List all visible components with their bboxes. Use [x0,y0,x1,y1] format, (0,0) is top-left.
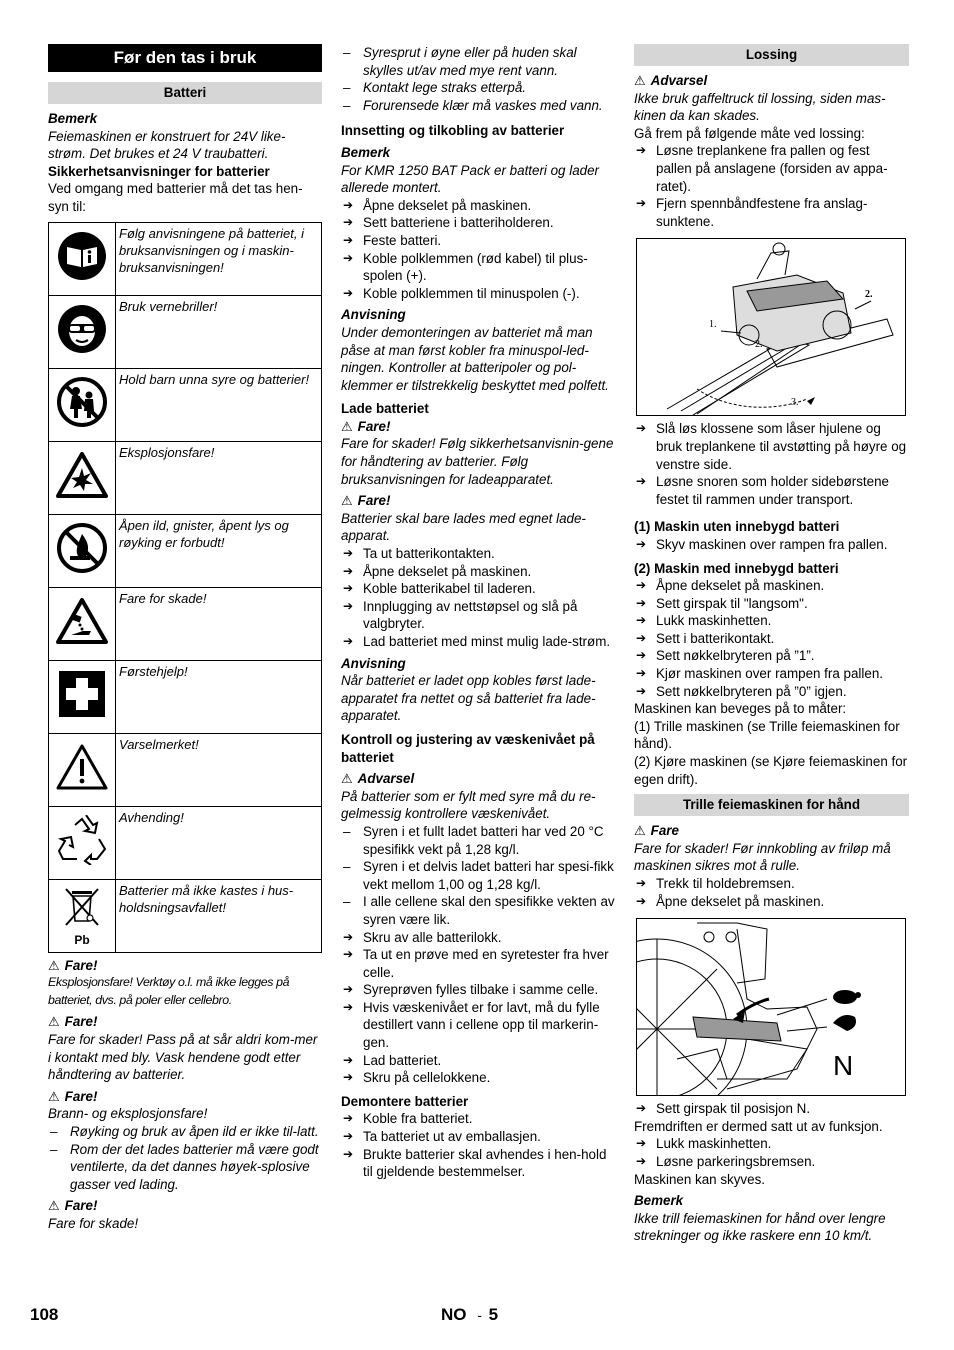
symbol-row [49,222,322,295]
symbol-text: Batterier må ikke kastes i hus-holdsningsavfallet! [116,879,322,952]
symbol-text: Førstehjelp! [116,660,322,733]
step-item: ➔ Åpne dekselet på maskinen. [341,197,615,215]
caution-label: ⚠ Advarsel [341,770,615,788]
step-item: ➔ Fjern spennbåndfestene fra anslag-sunktene. [634,195,909,230]
safety-symbol-table [48,222,322,953]
symbol-row [49,514,322,587]
step-item: ➔ Skru på cellelokkene. [341,1069,615,1087]
symbol-text: Åpen ild, gnister, åpent lys og røyking er forbudt! [116,514,322,587]
section-batteri: Batteri [48,82,322,104]
warning-icon [55,743,109,791]
step-item: ➔ Koble batterikabel til laderen. [341,580,615,598]
symbol-row [49,879,322,952]
fluid-heading: Kontroll og justering av væskenivået på batteriet [341,731,595,765]
instruction-label: Anvisning [341,655,406,671]
danger-text: Fare for skader! Følg sikkerhetsanvisnin-gene for håndtering av batterier. Følg bruksanvisningen for ladeapparatet. [341,436,614,487]
step-item: ➔ Ta ut batterikontakten. [341,545,615,563]
danger-label: ⚠ Fare! [48,1013,322,1031]
step-item: ➔ Sett i batterikontakt. [634,630,909,648]
bin-icon-label: Pb [74,932,90,947]
step-item: ➔ Brukte batterier skal avhendes i hen-hold til gjeldende bestemmelser. [341,1146,615,1181]
step-item: ➔ Åpne dekselet på maskinen. [341,563,615,581]
gear-lever-illustration [637,919,905,1095]
symbol-cell [49,514,116,587]
language-code: NO [441,1305,467,1324]
recycle-icon [55,815,109,865]
step-item: ➔ Koble polklemmen til minuspolen (-). [341,285,615,303]
with-battery-heading: (2) Maskin med innebygd batteri [634,560,839,576]
step-item: ➔ Syreprøven fylles tilbake i samme celle. [341,981,615,999]
figure-callout: 2. [755,339,763,351]
charge-heading: Lade batteriet [341,401,429,417]
symbol-row [49,368,322,441]
note-label: Bemerk [48,111,98,126]
explosion-icon [55,451,109,499]
step-item: ➔ Kjør maskinen over rampen fra pallen. [634,665,909,683]
step-item: ➔ Ta ut en prøve med en syretester fra hver celle. [341,946,615,981]
step-item: ➔ Lukk maskinhetten. [634,1135,909,1153]
section-trille: Trille feiemaskinen for hånd [634,794,909,816]
note-text: Ikke trill feiemaskinen for hånd over lengre strekninger og ikke raskere enn 10 km/t. [634,1210,886,1244]
instruction-text: Når batteriet er ladet opp kobles først lade-apparatet fra nettet og så batteriet fra lade-apparatet. [341,673,596,724]
result-text: Maskinen kan skyves. [634,1171,765,1187]
step-item: ➔ Skyv maskinen over rampen fra pallen. [634,536,909,554]
corrosive-icon [55,597,109,645]
symbol-row [49,441,322,514]
symbol-text: Følg anvisningene på batteriet, i bruksanvisningen og i maskin-bruksanvisningen! [116,222,322,295]
step-item: ➔ Sett nøkkelbryteren på ”0” igjen. [634,683,909,701]
unloading-illustration [637,239,905,415]
list-item: – I alle cellene skal den spesifikke vekten av syren være lik. [341,893,615,928]
list-item: – Syren i et delvis ladet batteri har spesi-fikk vekt mellom 1,00 og 1,28 kg/l. [341,858,615,893]
symbol-cell [49,222,116,295]
danger-label: ⚠ Fare! [48,957,322,975]
manual-icon [57,231,107,281]
step-item: ➔ Koble polklemmen (rød kabel) til plus-spolen (+). [341,250,615,285]
symbol-text: Varselmerket! [116,733,322,806]
without-battery-heading: (1) Maskin uten innebygd batteri [634,519,840,535]
chapter-title: Før den tas i bruk [48,44,322,72]
symbol-cell [49,368,116,441]
danger-text: Fare for skader! Pass på at sår aldri kom-mer i kontakt med bly. Vask hendene godt etter håndtering av batterier. [48,1031,318,1083]
list-item: – Kontakt lege straks etterpå. [341,79,615,97]
danger-text: Brann- og eksplosjonsfare! [48,1106,208,1122]
instruction-text: Under demonteringen av batteriet må man påse at man først kobler fra minuspol-led-ningen. Kontroller at batteripoler og pol-klemmer er tilstrekkelig beskyttet med polfett. [341,324,609,393]
caution-text: På batterier som er fylt med syre må du re-gelmessig kontrollere væskenivået. [341,788,596,822]
footer-separator: - [477,1307,482,1323]
safety-intro: Ved omgang med batterier må det tas hen-syn til: [48,181,303,214]
danger-label: ⚠ Fare! [48,1088,322,1106]
result-text: Fremdriften er dermed satt ut av funksjon. [634,1118,883,1134]
step-item: ➔ Koble fra batteriet. [341,1110,615,1128]
neutral-label: N [833,1050,854,1082]
symbol-cell [49,733,116,806]
symbol-text: Fare for skade! [116,587,322,660]
page-number: 108 [30,1305,59,1324]
section-page-number: 5 [488,1305,499,1324]
column-1 [48,44,322,1232]
danger-label: ⚠ Fare! [341,418,615,436]
step-item: ➔ Åpne dekselet på maskinen. [634,893,909,911]
column-3 [634,44,909,1245]
symbol-row [49,587,322,660]
step-item: ➔ Sett batteriene i batteriholderen. [341,214,615,232]
danger-label: ⚠ Fare [634,822,909,840]
list-item: – Forurensede klær må vaskes med vann. [341,97,615,115]
step-item: ➔ Trekk til holdebremsen. [634,875,909,893]
danger-list-item: – Rom der det lades batterier må være godt ventilerte, da det dannes høyek-splosive gasser ved lading. [48,1141,322,1194]
column-2 [341,44,615,1181]
gear-lever-figure [636,918,906,1096]
move-text: Maskinen kan beveges på to måter: [634,701,847,717]
note-text: For KMR 1250 BAT Pack er batteri og lader allerede montert. [341,162,600,196]
figure-callout: 2. [865,289,873,301]
symbol-row [49,660,322,733]
unloading-figure [636,238,906,416]
step-item: ➔ Sett girspak til posisjon N. [634,1100,909,1118]
figure-callout: 1. [709,319,717,331]
note-label: Bemerk [341,144,391,160]
symbol-cell [49,587,116,660]
step-item: ➔ Løsne parkeringsbremsen. [634,1153,909,1171]
step-item: ➔ Skru av alle batterilokk. [341,929,615,947]
step-item: ➔ Lad batteriet. [341,1052,615,1070]
move-option: (1) Trille maskinen (se Trille feiemaskinen for hånd). [634,718,900,752]
symbol-row [49,806,322,879]
safety-heading: Sikkerhetsanvisninger for batterier [48,163,270,179]
caution-text: Ikke bruk gaffeltruck til lossing, siden mas-kinen da kan skades. [634,90,886,124]
no-fire-icon [56,522,108,574]
symbol-text: Eksplosjonsfare! [116,441,322,514]
symbol-text: Hold barn unna syre og batterier! [116,368,322,441]
symbol-text: Bruk vernebriller! [116,295,322,368]
step-item: ➔ Løsne treplankene fra pallen og fest pallen på anslagene (forsiden av appa-ratet). [634,142,909,195]
intro-text: Gå frem på følgende måte ved lossing: [634,125,865,141]
note-label: Bemerk [634,1193,684,1209]
remove-heading: Demontere batterier [341,1093,469,1109]
symbol-row [49,733,322,806]
first-aid-icon [57,669,107,719]
step-item: ➔ Ta batteriet ut av emballasjen. [341,1128,615,1146]
section-lossing: Lossing [634,44,909,66]
danger-text: Eksplosjonsfare! Verktøy o.l. må ikke legges på batteriet, dvs. på poler eller cellebro. [48,975,290,1007]
step-item: ➔ Feste batteri. [341,232,615,250]
symbol-cell [49,660,116,733]
figure-callout: 3. [791,397,799,409]
danger-text: Fare for skader! Før innkobling av friløp må maskinen sikres mot å rulle. [634,840,891,874]
danger-text: Fare for skade! [48,1215,139,1231]
instruction-label: Anvisning [341,307,406,323]
step-item: ➔ Sett girspak til "langsom". [634,595,909,613]
symbol-cell [49,295,116,368]
step-item: ➔ Sett nøkkelbryteren på ”1”. [634,647,909,665]
danger-list-item: – Røyking og bruk av åpen ild er ikke til-latt. [48,1123,322,1141]
move-option: (2) Kjøre maskinen (se Kjøre feiemaskinen for egen drift). [634,754,908,787]
step-item: ➔ Hvis væskenivået er for lavt, må du fylle destillert vann i cellene opp til markerin-gen. [341,999,615,1052]
step-item: ➔ Innplugging av nettstøpsel og slå på valgbryter. [341,598,615,633]
danger-label: ⚠ Fare! [341,492,615,510]
goggles-icon [57,304,107,354]
step-item: ➔ Løsne snoren som holder sidebørstene festet til rammen under transport. [634,473,909,508]
note-text: Feiemaskinen er konstruert for 24V like-strøm. Det brukes et 24 V traubatteri. [48,128,286,162]
crossed-bin-icon [60,885,104,929]
keep-children-away-icon [56,376,108,428]
list-item: – Syren i et fullt ladet batteri har ved 20 °C spesifikk vekt på 1,28 kg/l. [341,823,615,858]
install-heading: Innsetting og tilkobling av batterier [341,123,565,139]
danger-label: ⚠ Fare! [48,1197,322,1215]
step-item: ➔ Lukk maskinhetten. [634,612,909,630]
step-item: ➔ Lad batteriet med minst mulig lade-strøm. [341,633,615,651]
symbol-cell [49,879,116,952]
symbol-text: Avhending! [116,806,322,879]
step-item: ➔ Slå løs klossene som låser hjulene og bruk treplankene til avstøtting på høyre og venstre side. [634,420,909,473]
step-item: ➔ Åpne dekselet på maskinen. [634,577,909,595]
symbol-cell [49,806,116,879]
danger-text: Batterier skal bare lades med egnet lade-apparat. [341,510,586,544]
footer-section-page [441,1306,498,1325]
symbol-row [49,295,322,368]
caution-label: ⚠ Advarsel [634,72,909,90]
list-item: – Syresprut i øyne eller på huden skal skylles ut/av med mye rent vann. [341,44,615,79]
symbol-cell [49,441,116,514]
